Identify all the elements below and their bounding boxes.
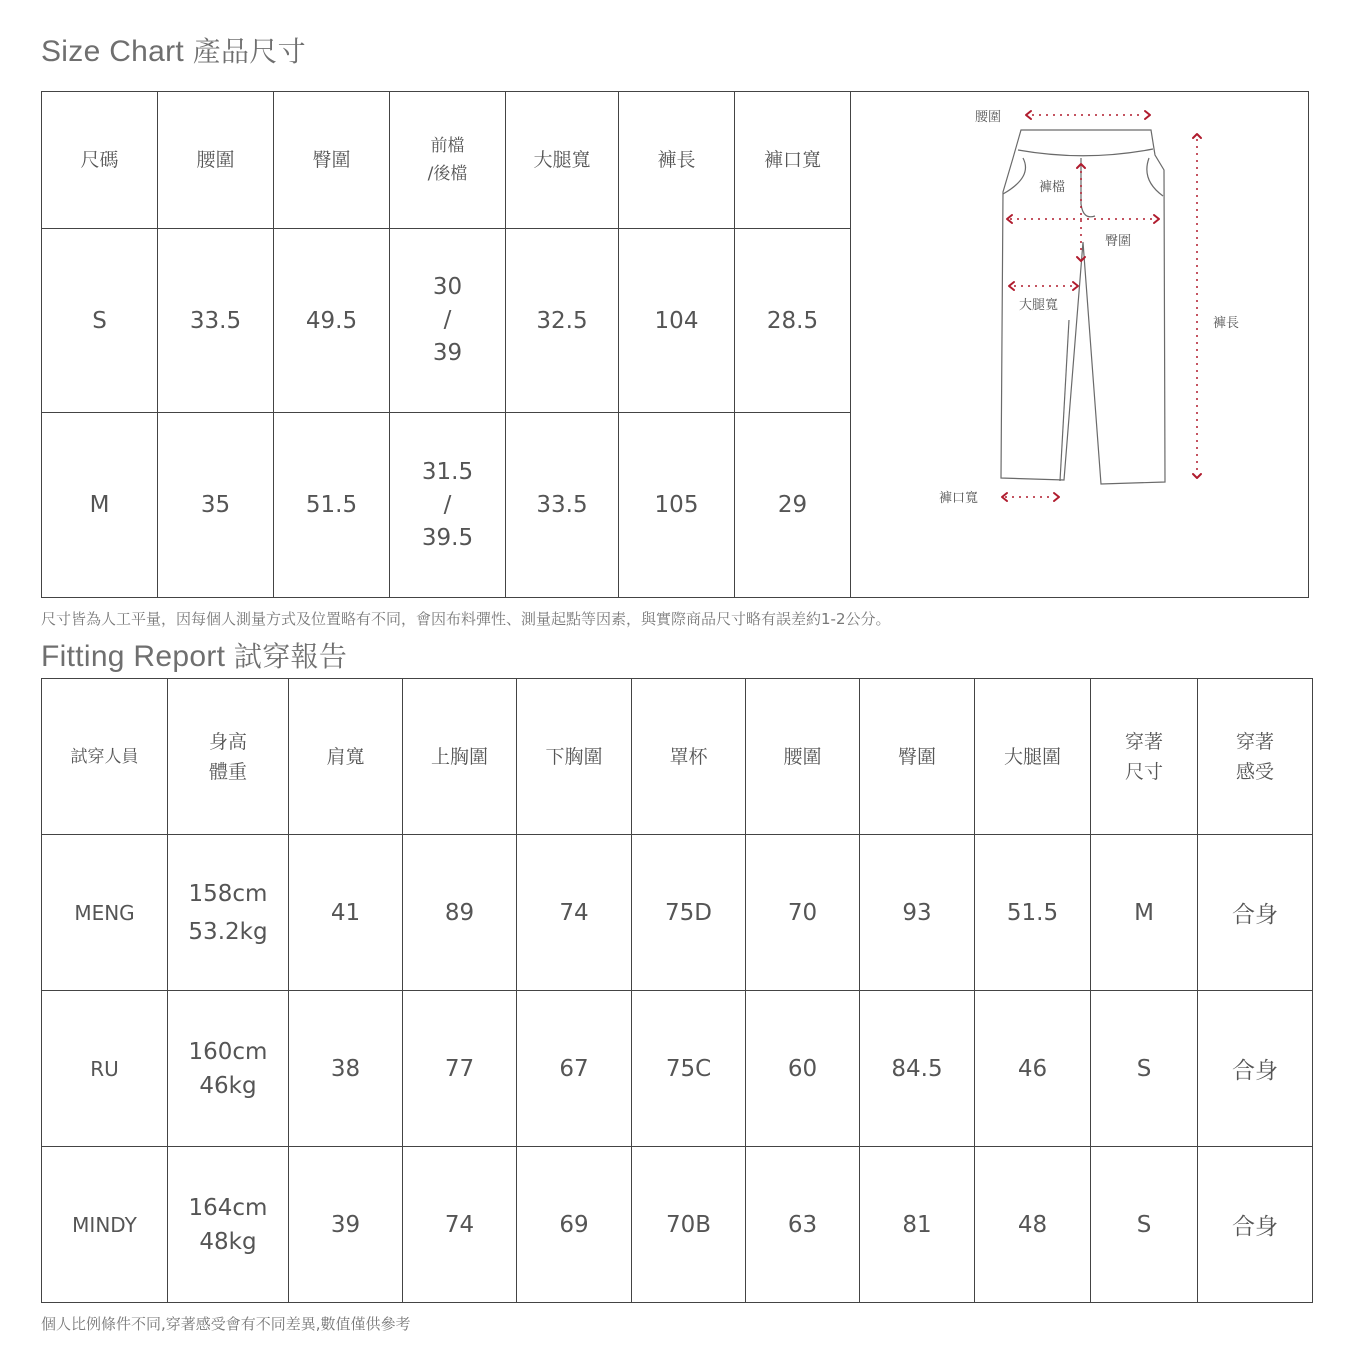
hip-cell: 81	[860, 1147, 975, 1303]
diagram-label-hip: 臀圍	[1105, 234, 1132, 249]
pants-diagram	[851, 92, 1309, 598]
header-weight: 體重	[208, 760, 247, 783]
cup-cell: 70B	[632, 1147, 746, 1303]
header-thigh: 大腿圍	[975, 679, 1091, 835]
hip-cell: 51.5	[274, 413, 390, 598]
header-thigh: 大腿寬	[506, 92, 619, 229]
wear-size-cell: M	[1091, 835, 1198, 991]
fitting-header-row	[42, 679, 1313, 835]
header-size: 尺碼	[42, 92, 158, 229]
diagram-label-thigh: 大腿寬	[1019, 298, 1059, 313]
upper-bust-cell: 74	[403, 1147, 517, 1303]
feel-cell: 合身	[1198, 1147, 1313, 1303]
wear-size-cell: S	[1091, 991, 1198, 1147]
feel-cell: 合身	[1198, 991, 1313, 1147]
header-feel	[1198, 679, 1313, 835]
member-name: RU	[42, 991, 168, 1147]
hip-cell: 49.5	[274, 229, 390, 413]
hem-cell: 28.5	[735, 229, 851, 413]
waist-cell: 33.5	[158, 229, 274, 413]
under-bust-cell: 69	[517, 1147, 632, 1303]
thigh-cell: 33.5	[506, 413, 619, 598]
rise-separator: /	[443, 491, 452, 518]
size-header-row	[42, 92, 1309, 229]
diagram-label-waist: 腰圍	[975, 110, 1002, 125]
weight-value: 46kg	[199, 1072, 257, 1099]
front-rise-value: 30	[432, 274, 463, 300]
header-feel-line1: 穿著	[1235, 730, 1274, 753]
size-chart-title-en: Size Chart	[41, 35, 185, 68]
fitting-report-title	[41, 635, 347, 675]
header-upper-bust: 上胸圍	[403, 679, 517, 835]
size-chart-title-cn: 產品尺寸	[192, 35, 306, 68]
length-cell: 104	[619, 229, 735, 413]
rise-cell	[390, 413, 506, 598]
header-length: 褲長	[619, 92, 735, 229]
fitting-report-title-cn: 試穿報告	[233, 640, 348, 673]
header-under-bust: 下胸圍	[517, 679, 632, 835]
diagram-label-length: 褲長	[1213, 316, 1240, 331]
cup-cell: 75D	[632, 835, 746, 991]
header-hip: 臀圍	[274, 92, 390, 229]
upper-bust-cell: 77	[403, 991, 517, 1147]
front-rise-value: 31.5	[421, 458, 474, 485]
thigh-cell: 46	[975, 991, 1091, 1147]
thigh-cell: 32.5	[506, 229, 619, 413]
fitting-row-meng	[42, 835, 1313, 991]
header-front-rise: 前檔	[430, 136, 465, 156]
thigh-cell: 48	[975, 1147, 1091, 1303]
pants-diagram-svg	[851, 92, 1309, 598]
weight-value: 48kg	[199, 1228, 257, 1255]
fitting-report-note: 個人比例條件不同,穿著感受會有不同差異,數值僅供參考	[41, 1315, 411, 1333]
shoulder-cell: 39	[289, 1147, 403, 1303]
size-cell: M	[42, 413, 158, 598]
fitting-row-mindy	[42, 1147, 1313, 1303]
cup-cell: 75C	[632, 991, 746, 1147]
header-waist: 腰圍	[746, 679, 860, 835]
header-cup: 罩杯	[632, 679, 746, 835]
under-bust-cell: 67	[517, 991, 632, 1147]
member-name: MINDY	[42, 1147, 168, 1303]
shoulder-cell: 41	[289, 835, 403, 991]
height-value: 164cm	[188, 1194, 268, 1221]
hip-cell: 84.5	[860, 991, 975, 1147]
diagram-label-hem: 褲口寬	[939, 491, 979, 506]
header-wear-size	[1091, 679, 1198, 835]
header-back-rise: /後檔	[427, 164, 468, 184]
weight-value: 53.2kg	[188, 918, 268, 945]
back-rise-value: 39	[432, 340, 463, 366]
wear-size-cell: S	[1091, 1147, 1198, 1303]
height-value: 160cm	[188, 1038, 268, 1065]
header-wear-size-line2: 尺寸	[1124, 760, 1163, 783]
header-member: 試穿人員	[42, 679, 168, 835]
header-shoulder: 肩寬	[289, 679, 403, 835]
header-rise	[390, 92, 506, 229]
header-feel-line2: 感受	[1235, 760, 1274, 783]
height-weight-cell	[168, 991, 289, 1147]
under-bust-cell: 74	[517, 835, 632, 991]
upper-bust-cell: 89	[403, 835, 517, 991]
waist-cell: 60	[746, 991, 860, 1147]
feel-cell: 合身	[1198, 835, 1313, 991]
rise-cell	[390, 229, 506, 413]
height-weight-cell	[168, 1147, 289, 1303]
waist-cell: 70	[746, 835, 860, 991]
length-cell: 105	[619, 413, 735, 598]
fitting-report-table	[41, 678, 1313, 1303]
header-hem: 褲口寬	[735, 92, 851, 229]
fitting-report-title-en: Fitting Report	[41, 640, 226, 673]
height-value: 158cm	[188, 880, 268, 907]
hem-cell: 29	[735, 413, 851, 598]
size-chart-table	[41, 91, 1309, 598]
shoulder-cell: 38	[289, 991, 403, 1147]
height-weight-cell	[168, 835, 289, 991]
header-height: 身高	[208, 730, 247, 753]
waist-cell: 35	[158, 413, 274, 598]
rise-separator: /	[443, 307, 452, 333]
diagram-label-rise: 褲檔	[1039, 180, 1066, 195]
thigh-cell: 51.5	[975, 835, 1091, 991]
fitting-row-ru	[42, 991, 1313, 1147]
back-rise-value: 39.5	[421, 524, 474, 551]
header-wear-size-line1: 穿著	[1124, 730, 1163, 753]
member-name: MENG	[42, 835, 168, 991]
size-chart-title	[41, 30, 306, 70]
size-chart-note: 尺寸皆為人工平量，因每個人測量方式及位置略有不同，會因布料彈性、測量起點等因素，與實際商品尺寸略有誤差約1-2公分。	[41, 610, 891, 628]
hip-cell: 93	[860, 835, 975, 991]
header-hip: 臀圍	[860, 679, 975, 835]
header-height-weight	[168, 679, 289, 835]
header-waist: 腰圍	[158, 92, 274, 229]
waist-cell: 63	[746, 1147, 860, 1303]
size-cell: S	[42, 229, 158, 413]
